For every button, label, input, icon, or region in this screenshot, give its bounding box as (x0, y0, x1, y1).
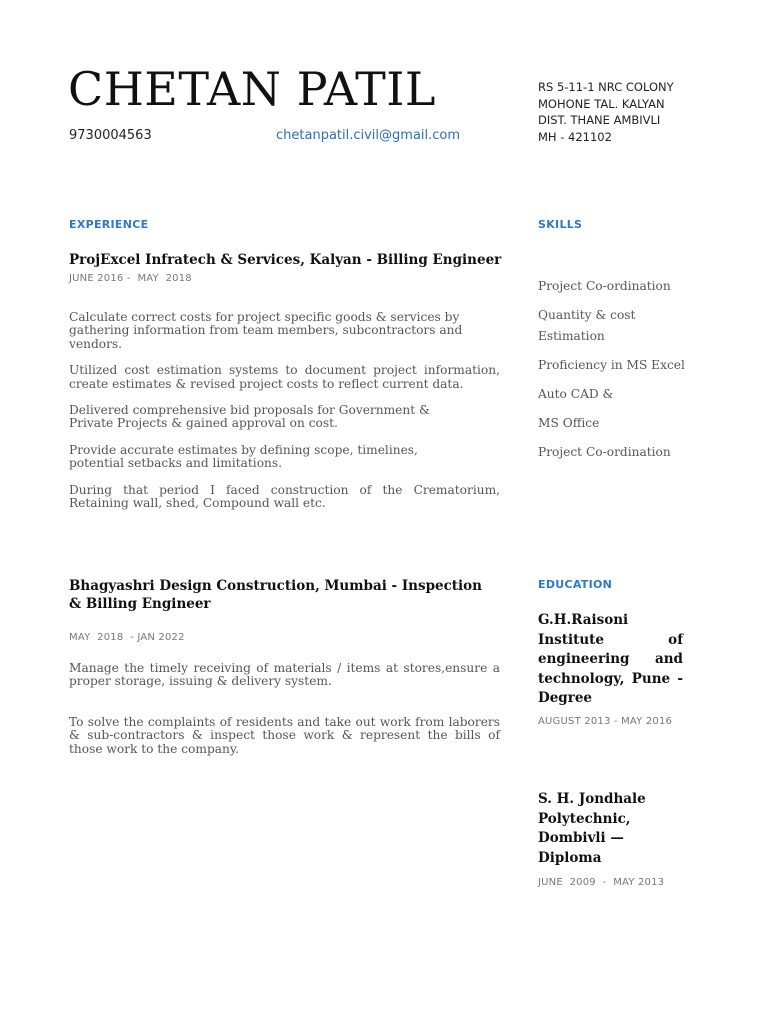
skill-item: Auto CAD & (538, 387, 614, 401)
email-link[interactable]: chetanpatil.civil@gmail.com (276, 128, 461, 143)
candidate-name: CHETAN PATIL (68, 62, 436, 116)
skill-item: MS Office (538, 416, 600, 430)
job-bullet: Delivered comprehensive bid proposals for Government & Private Projects & gained approval on cost. (69, 403, 430, 431)
skill-item: Project Co-ordination (538, 445, 671, 459)
job-title: Bhagyashri Design Construction, Mumbai - Inspection & Billing Engineer (69, 578, 482, 612)
skills-list (538, 276, 688, 471)
job-bullet: Provide accurate estimates by defining scope, timelines, potential setbacks and limitations. (69, 442, 418, 471)
address-line: MOHONE TAL. KALYAN (538, 96, 665, 111)
skill-item: Proficiency in MS Excel (538, 358, 685, 372)
skill-item: Estimation (538, 329, 605, 343)
job-bullet: Utilized cost estimation systems to document project information, create estimates & revised project costs to reflect current data. (69, 363, 500, 391)
education-title: G.H.Raisoni Institute of engineering and technology, Pune - Degree (538, 612, 683, 706)
skill-item: Project Co-ordination (538, 279, 671, 293)
skills-heading: SKILLS (538, 218, 583, 231)
education-title: S. H. Jondhale Polytechnic, Dombivli — Diploma (538, 791, 646, 866)
education-date: JUNE 2009 - MAY 2013 (538, 877, 665, 888)
job-bullets (69, 311, 500, 523)
job-date: JUNE 2016 - MAY 2018 (69, 273, 192, 284)
job-entry (69, 577, 489, 613)
job-bullet: Manage the timely receiving of materials / items at stores,ensure a proper storage, issuing & delivery system. (69, 661, 500, 689)
job-bullets (69, 662, 500, 769)
job-entry (69, 251, 509, 284)
job-bullet: During that period I faced construction of the Crematorium, Retaining wall, shed, Compound wall etc. (69, 482, 500, 511)
experience-heading: EXPERIENCE (69, 218, 149, 231)
job-date: MAY 2018 - JAN 2022 (69, 632, 185, 643)
address-line: RS 5-11-1 NRC COLONY (538, 80, 674, 94)
address-block (538, 79, 674, 145)
education-date: AUGUST 2013 - MAY 2016 (538, 716, 673, 727)
skill-item: Quantity & cost (538, 308, 636, 322)
phone-number: 9730004563 (69, 128, 152, 143)
job-bullet: Calculate correct costs for project specific goods & services by gathering information from team members, subcontractors and vendors. (69, 310, 463, 351)
job-title: ProjExcel Infratech & Services, Kalyan - Billing Engineer (69, 252, 502, 268)
address-line: DIST. THANE AMBIVLI (538, 113, 661, 127)
education-heading: EDUCATION (538, 578, 613, 591)
job-bullet: To solve the complaints of residents and take out work from laborers & sub-contractors & inspect those work & represent the bills of those work to the company. (69, 714, 500, 756)
address-line: MH - 421102 (538, 129, 612, 144)
